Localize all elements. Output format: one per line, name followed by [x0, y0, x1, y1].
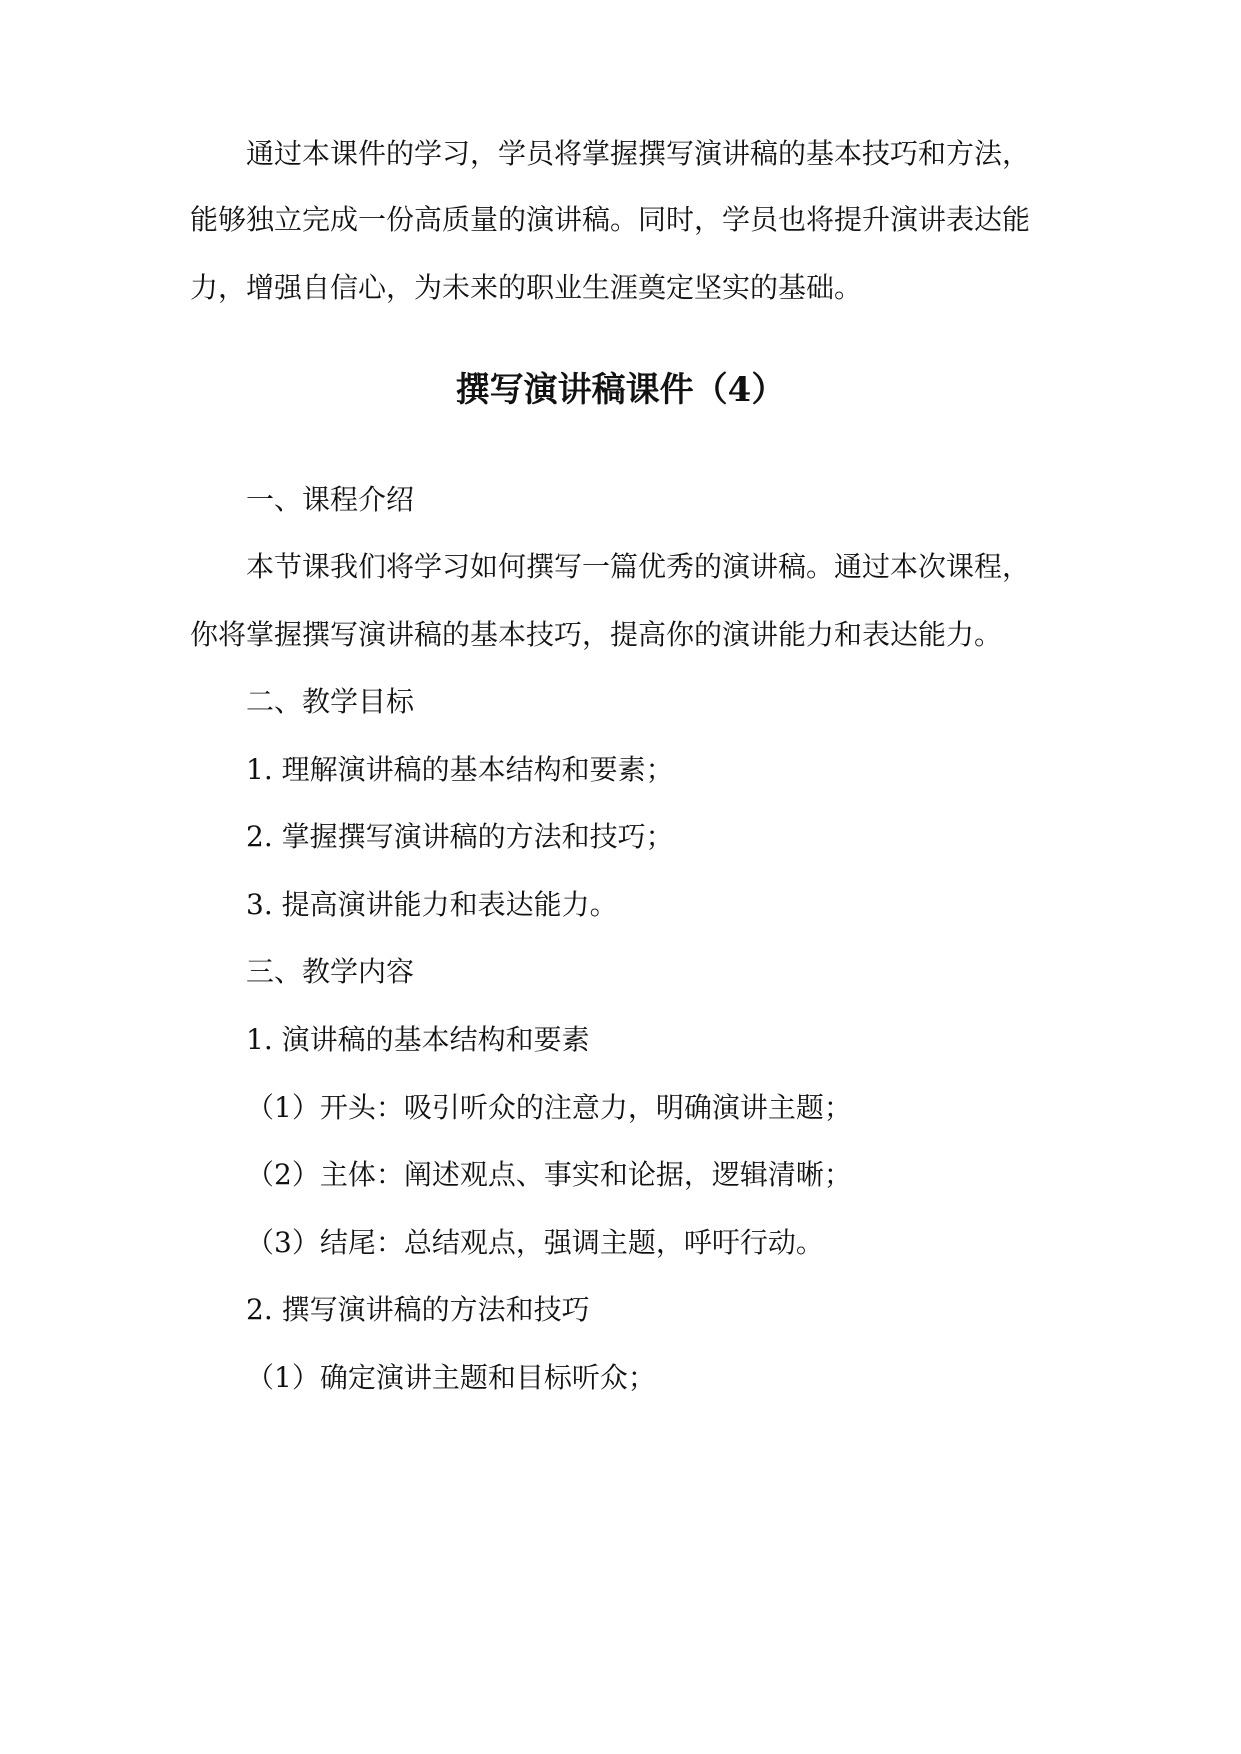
course-intro-line-1: 本节课我们将学习如何撰写一篇优秀的演讲稿。通过本次课程，	[246, 550, 1031, 583]
content-subheading-structure: 1. 演讲稿的基本结构和要素	[246, 1023, 590, 1056]
section-heading-teaching-goals: 二、教学目标	[246, 685, 415, 718]
structure-item-3: （3）结尾：总结观点，强调主题，呼吁行动。	[246, 1226, 824, 1259]
content-subheading-methods: 2. 撰写演讲稿的方法和技巧	[246, 1293, 590, 1326]
methods-item-1: （1）确定演讲主题和目标听众；	[246, 1361, 656, 1394]
section-heading-course-intro: 一、课程介绍	[246, 483, 415, 516]
structure-item-1: （1）开头：吸引听众的注意力，明确演讲主题；	[246, 1091, 852, 1124]
course-intro-line-2: 你将掌握撰写演讲稿的基本技巧，提高你的演讲能力和表达能力。	[190, 618, 1003, 651]
intro-paragraph-line-3: 力，增强自信心，为未来的职业生涯奠定坚实的基础。	[190, 271, 863, 304]
page-title: 撰写演讲稿课件（4）	[455, 370, 786, 410]
teaching-goal-item-2: 2. 掌握撰写演讲稿的方法和技巧；	[246, 820, 674, 853]
teaching-goal-item-1: 1. 理解演讲稿的基本结构和要素；	[246, 753, 674, 786]
intro-paragraph-line-1: 通过本课件的学习，学员将掌握撰写演讲稿的基本技巧和方法，	[246, 137, 1031, 170]
structure-item-2: （2）主体：阐述观点、事实和论据，逻辑清晰；	[246, 1158, 852, 1191]
section-heading-teaching-content: 三、教学内容	[246, 955, 415, 988]
intro-paragraph-line-2: 能够独立完成一份高质量的演讲稿。同时，学员也将提升演讲表达能	[190, 203, 1031, 236]
teaching-goal-item-3: 3. 提高演讲能力和表达能力。	[246, 888, 618, 921]
